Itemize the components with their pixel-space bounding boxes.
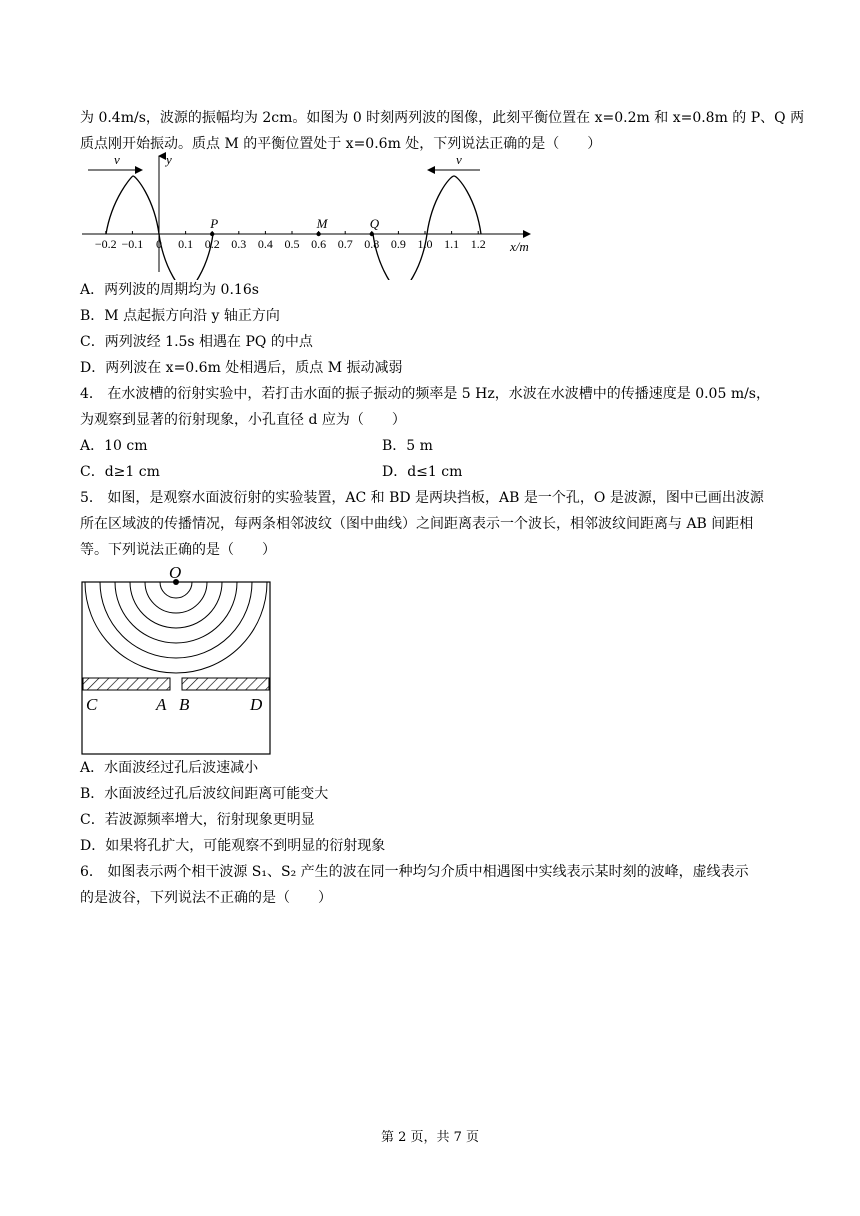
label-b: B: [179, 695, 190, 714]
q4-stem-line1: 4． 在水波槽的衍射实验中，若打击水面的振子振动的频率是 5 Hz，水波在水波槽中的传播速度是 0.05 m/s，: [80, 386, 770, 402]
q4-option-b: B．5 m: [382, 438, 433, 454]
x-tick-label: 0.7: [337, 237, 353, 251]
x-tick-label: 0.4: [257, 237, 273, 251]
particle-dot-p: [210, 232, 214, 236]
particle-label-m: M: [316, 216, 328, 231]
label-c: C: [86, 695, 98, 714]
label-a: A: [156, 695, 167, 714]
particle-dot-m: [316, 232, 320, 236]
q5-stem-line1: 5． 如图，是观察水面波衍射的实验装置，AC 和 BD 是两块挡板，AB 是一个孔，O 是波源，图中已画出波源: [80, 490, 764, 506]
right-wave: [373, 176, 481, 280]
q3-option-d: D．两列波在 x=0.6m 处相遇后，质点 M 振动减弱: [80, 360, 403, 376]
water-tank-outline: [82, 582, 270, 754]
x-tick-label: 0.5: [284, 237, 300, 251]
x-tick-label: 0.6: [311, 237, 327, 251]
q5-option-c: C．若波源频率增大，衍射现象更明显: [80, 812, 315, 828]
x-tick-label: 0: [156, 237, 162, 251]
x-tick-label: 0.9: [390, 237, 406, 251]
q6-stem-line1: 6． 如图表示两个相干波源 S₁、S₂ 产生的波在同一种均匀介质中相遇图中实线表示某时刻的波峰，虚线表示: [80, 864, 749, 880]
x-tick-label: 0.1: [178, 237, 194, 251]
q5-stem-line2: 所在区域波的传播情况，每两条相邻波纹（图中曲线）之间距离表示一个波长，相邻波纹间距离与 AB 间距相: [80, 516, 754, 532]
left-velocity-label: v: [114, 152, 120, 167]
q3-stem-line1: 为 0.4m/s，波源的振幅均为 2cm。如图为 0 时刻两列波的图像，此刻平衡位置在 x=0.2m 和 x=0.8m 的 P、Q 两: [80, 110, 805, 126]
q5-stem-line3: 等。下列说法正确的是（ ）: [80, 542, 276, 558]
barrier-ac: [83, 678, 170, 690]
x-tick-label: −0.2: [94, 237, 117, 251]
q4-option-d: D．d≤1 cm: [382, 464, 463, 480]
q3-option-a: A．两列波的周期均为 0.16s: [80, 282, 259, 298]
q6-stem-line2: 的是波谷，下列说法不正确的是（ ）: [80, 890, 332, 906]
q5-option-b: B．水面波经过孔后波纹间距离可能变大: [80, 786, 329, 802]
particle-dot-q: [370, 232, 374, 236]
x-tick-label: 0.8: [364, 237, 380, 251]
right-velocity-label: v: [456, 152, 462, 167]
q4-option-c: C．d≥1 cm: [80, 464, 160, 480]
x-tick-label: 1.0: [417, 237, 433, 251]
y-axis-label: y: [166, 152, 172, 167]
x-axis-label: x/m: [510, 239, 529, 254]
q4-stem-line2: 为观察到显著的衍射现象，小孔直径 d 应为（ ）: [80, 412, 406, 428]
q3-option-b: B．M 点起振方向沿 y 轴正方向: [80, 308, 280, 324]
q4-option-a: A．10 cm: [80, 438, 148, 454]
q3-option-c: C．两列波经 1.5s 相遇在 PQ 的中点: [80, 334, 313, 350]
x-tick-label: −0.1: [121, 237, 144, 251]
x-tick-label: 0.2: [204, 237, 220, 251]
particle-label-p: P: [210, 216, 219, 231]
source-label: O: [169, 563, 182, 582]
q5-diffraction-figure: [78, 560, 278, 760]
page-footer: 第 2 页，共 7 页: [380, 1130, 480, 1145]
x-tick-label: 1.1: [444, 237, 460, 251]
barrier-bd: [182, 678, 269, 690]
q5-option-a: A．水面波经过孔后波速减小: [80, 760, 259, 776]
x-tick-label: 1.2: [470, 237, 486, 251]
particle-points: [209, 216, 380, 236]
q3-wave-figure: [80, 150, 540, 280]
x-tick-label: 0.3: [231, 237, 247, 251]
q3-stem-line2: 质点刚开始振动。质点 M 的平衡位置处于 x=0.6m 处，下列说法正确的是（ ）: [80, 136, 602, 152]
q5-option-d: D．如果将孔扩大，可能观察不到明显的衍射现象: [80, 838, 386, 854]
particle-label-q: Q: [369, 216, 380, 231]
label-d: D: [250, 695, 263, 714]
